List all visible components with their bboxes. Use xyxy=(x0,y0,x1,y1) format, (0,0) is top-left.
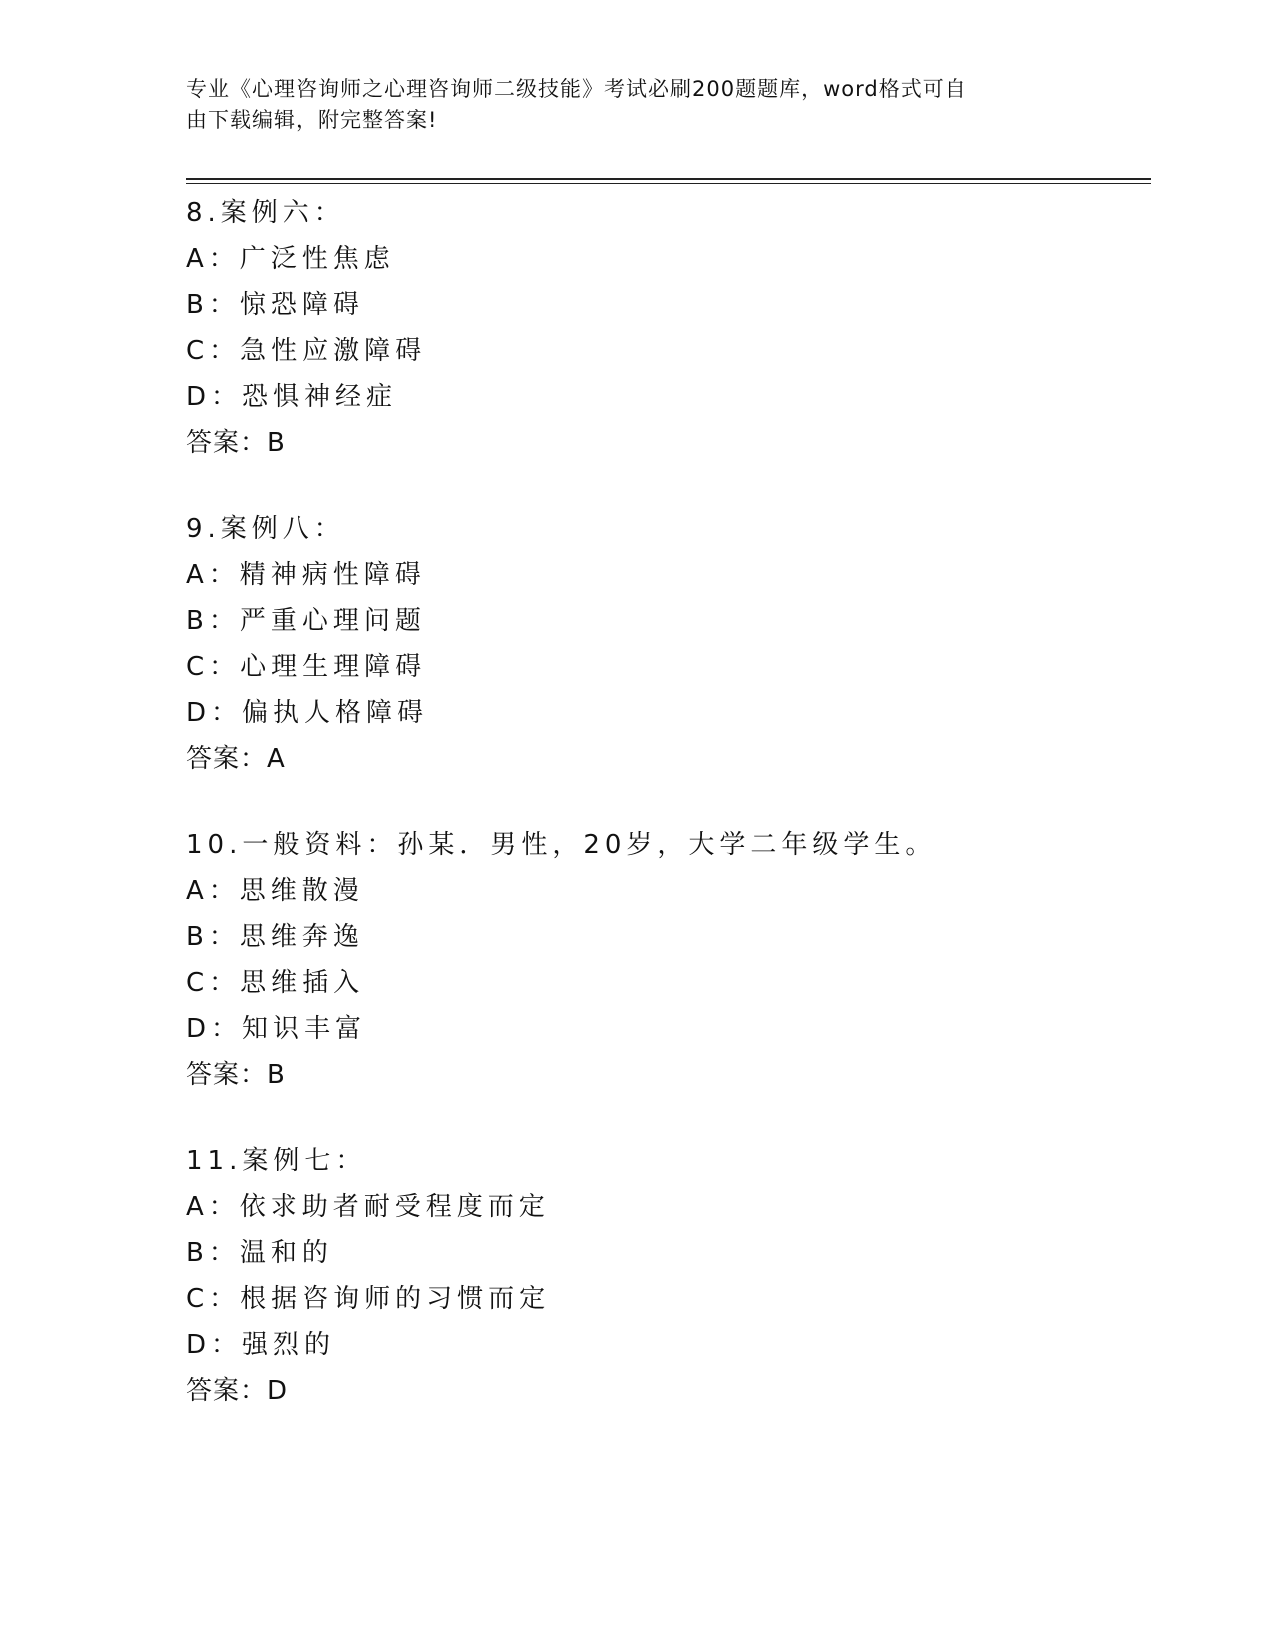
question-9 xyxy=(186,506,1146,782)
question-stem: 11.案例七： xyxy=(186,1146,367,1176)
header-divider-thick xyxy=(186,178,1151,180)
option-a: A：依求助者耐受程度而定 xyxy=(186,1192,550,1222)
answer-text: 答案：B xyxy=(186,428,286,458)
question-list xyxy=(186,190,1146,1414)
question-stem: 10.一般资料：孙某．男性，20岁，大学二年级学生。 xyxy=(186,830,937,860)
question-11 xyxy=(186,1138,1146,1414)
option-b: B：严重心理问题 xyxy=(186,606,426,636)
option-d: D：强烈的 xyxy=(186,1330,336,1360)
option-c: C：根据咨询师的习惯而定 xyxy=(186,1284,551,1314)
option-b: B：惊恐障碍 xyxy=(186,290,364,320)
answer-text: 答案：D xyxy=(186,1376,289,1406)
option-b: B：温和的 xyxy=(186,1238,333,1268)
option-a: A：思维散漫 xyxy=(186,876,364,906)
option-a: A：广泛性焦虑 xyxy=(186,244,395,274)
option-d: D：偏执人格障碍 xyxy=(186,698,429,728)
question-stem: 9.案例八： xyxy=(186,514,345,544)
answer-text: 答案：A xyxy=(186,744,286,774)
option-c: C：心理生理障碍 xyxy=(186,652,427,682)
header-divider-thin xyxy=(186,183,1151,184)
option-b: B：思维奔逸 xyxy=(186,922,364,952)
header-line-2: 由下载编辑，附完整答案! xyxy=(186,108,438,132)
option-c: C：思维插入 xyxy=(186,968,365,998)
option-a: A：精神病性障碍 xyxy=(186,560,426,590)
answer-text: 答案：B xyxy=(186,1060,286,1090)
option-c: C：急性应激障碍 xyxy=(186,336,427,366)
header-line-1: 专业《心理咨询师之心理咨询师二级技能》考试必刷200题题库，word格式可自 xyxy=(186,77,967,101)
question-8 xyxy=(186,190,1146,466)
question-stem: 8.案例六： xyxy=(186,198,345,228)
document-header xyxy=(186,74,1066,136)
question-10 xyxy=(186,822,1146,1098)
option-d: D：恐惧神经症 xyxy=(186,382,398,412)
option-d: D：知识丰富 xyxy=(186,1014,367,1044)
